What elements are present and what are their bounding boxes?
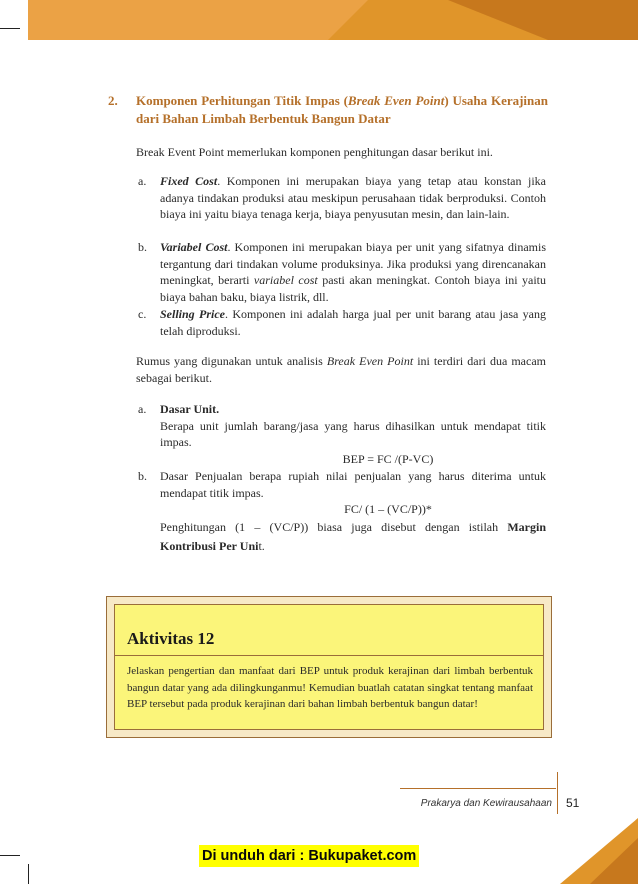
activity-box xyxy=(106,596,552,738)
footer-rule xyxy=(557,772,558,814)
section-number: 2. xyxy=(108,93,118,108)
item-text: Dasar Penjualan berapa rupiah nilai penjualan yang harus diterima untuk mendapat titik impas. xyxy=(160,469,546,500)
page-number: 51 xyxy=(566,796,580,810)
crop-mark xyxy=(0,855,20,856)
formula-item xyxy=(136,401,546,467)
formula-intro xyxy=(136,353,546,386)
note-text: Penghitungan (1 – (VC/P)) biasa juga disebut dengan istilah xyxy=(160,519,508,534)
item-label: a. xyxy=(138,402,147,416)
activity-inner xyxy=(114,604,544,730)
title-text: Komponen Perhitungan Titik Impas ( xyxy=(136,93,348,108)
item-text: pasti akan meningkat. Contoh biaya ini yaitu biaya bahan baku, biaya listrik, dll. xyxy=(160,273,546,304)
item-emphasis: variabel cost xyxy=(253,273,318,287)
intro-paragraph: Break Event Point memerlukan komponen penghitungan dasar berikut ini. xyxy=(136,145,493,159)
note-text: t. xyxy=(258,538,265,553)
activity-divider xyxy=(115,655,543,656)
item-term: Variabel Cost xyxy=(160,240,228,254)
section-heading xyxy=(108,92,548,128)
formula-intro-emphasis: Break Even Point xyxy=(326,354,414,368)
activity-text: Jelaskan pengertian dan manfaat dari BEP untuk produk kerajinan dari limbah berbentuk bangun datar yang ada dilingkunganmu! Kemudian buatlah catatan singkat tentang manfaat BEP tersebut pada produk kerajinan dari bahan limbah berbentuk bangun datar! xyxy=(127,665,533,710)
item-label: a. xyxy=(138,174,147,188)
item-label: b. xyxy=(138,469,147,483)
formula: FC/ (1 – (VC/P))* xyxy=(344,502,432,516)
note-bold: Margin Kontribusi Per Uni xyxy=(160,519,546,553)
header-decoration xyxy=(28,0,638,40)
formula-intro-text: ini terdiri dari dua macam sebagai berikut. xyxy=(136,354,546,385)
item-term: Selling Price xyxy=(160,307,225,321)
item-text: . Komponen ini merupakan biaya per unit yang sifatnya dinamis tergantung dari tindakan volume produksinya. Jika produksi yang direncanakan meningkat, berarti xyxy=(160,240,546,287)
formula-item xyxy=(136,468,546,556)
footer-rule xyxy=(400,788,556,789)
section-title xyxy=(136,92,548,128)
component-item xyxy=(136,239,546,305)
item-label: c. xyxy=(138,307,147,321)
formula-note xyxy=(160,518,546,556)
item-text: . Komponen ini adalah harga jual per unit barang atau jasa yang telah diproduksi. xyxy=(160,307,546,338)
component-item xyxy=(136,173,546,223)
item-heading: Dasar Unit. xyxy=(160,402,220,416)
item-label: b. xyxy=(138,240,147,254)
book-title: Prakarya dan Kewirausahaan xyxy=(420,798,552,809)
item-text: . Komponen ini merupakan biaya yang tetap atau konstan jika adanya tindakan produksi atau meskipun perusahaan tidak berproduksi. Contoh biaya ini yaitu biaya tenaga kerja, biaya penyusutan mesin, dan lain-lain. xyxy=(160,174,547,221)
component-item xyxy=(136,306,546,339)
item-term: Fixed Cost xyxy=(160,174,218,188)
formula-intro-text: Rumus yang digunakan untuk analisis xyxy=(136,354,327,368)
title-text: ) Usaha Kerajinan dari Bahan Limbah Berbentuk Bangun Datar xyxy=(136,93,549,126)
footer-decoration xyxy=(560,818,638,884)
formula: BEP = FC /(P-VC) xyxy=(342,451,434,466)
crop-mark xyxy=(28,864,29,884)
download-link[interactable]: Di unduh dari : Bukupaket.com xyxy=(199,845,419,867)
activity-title: Aktivitas 12 xyxy=(127,629,215,648)
crop-mark xyxy=(0,28,20,29)
item-text: Berapa unit jumlah barang/jasa yang harus dihasilkan untuk mendapat titik impas. xyxy=(160,418,546,449)
title-emphasis: Break Even Point xyxy=(347,93,445,108)
